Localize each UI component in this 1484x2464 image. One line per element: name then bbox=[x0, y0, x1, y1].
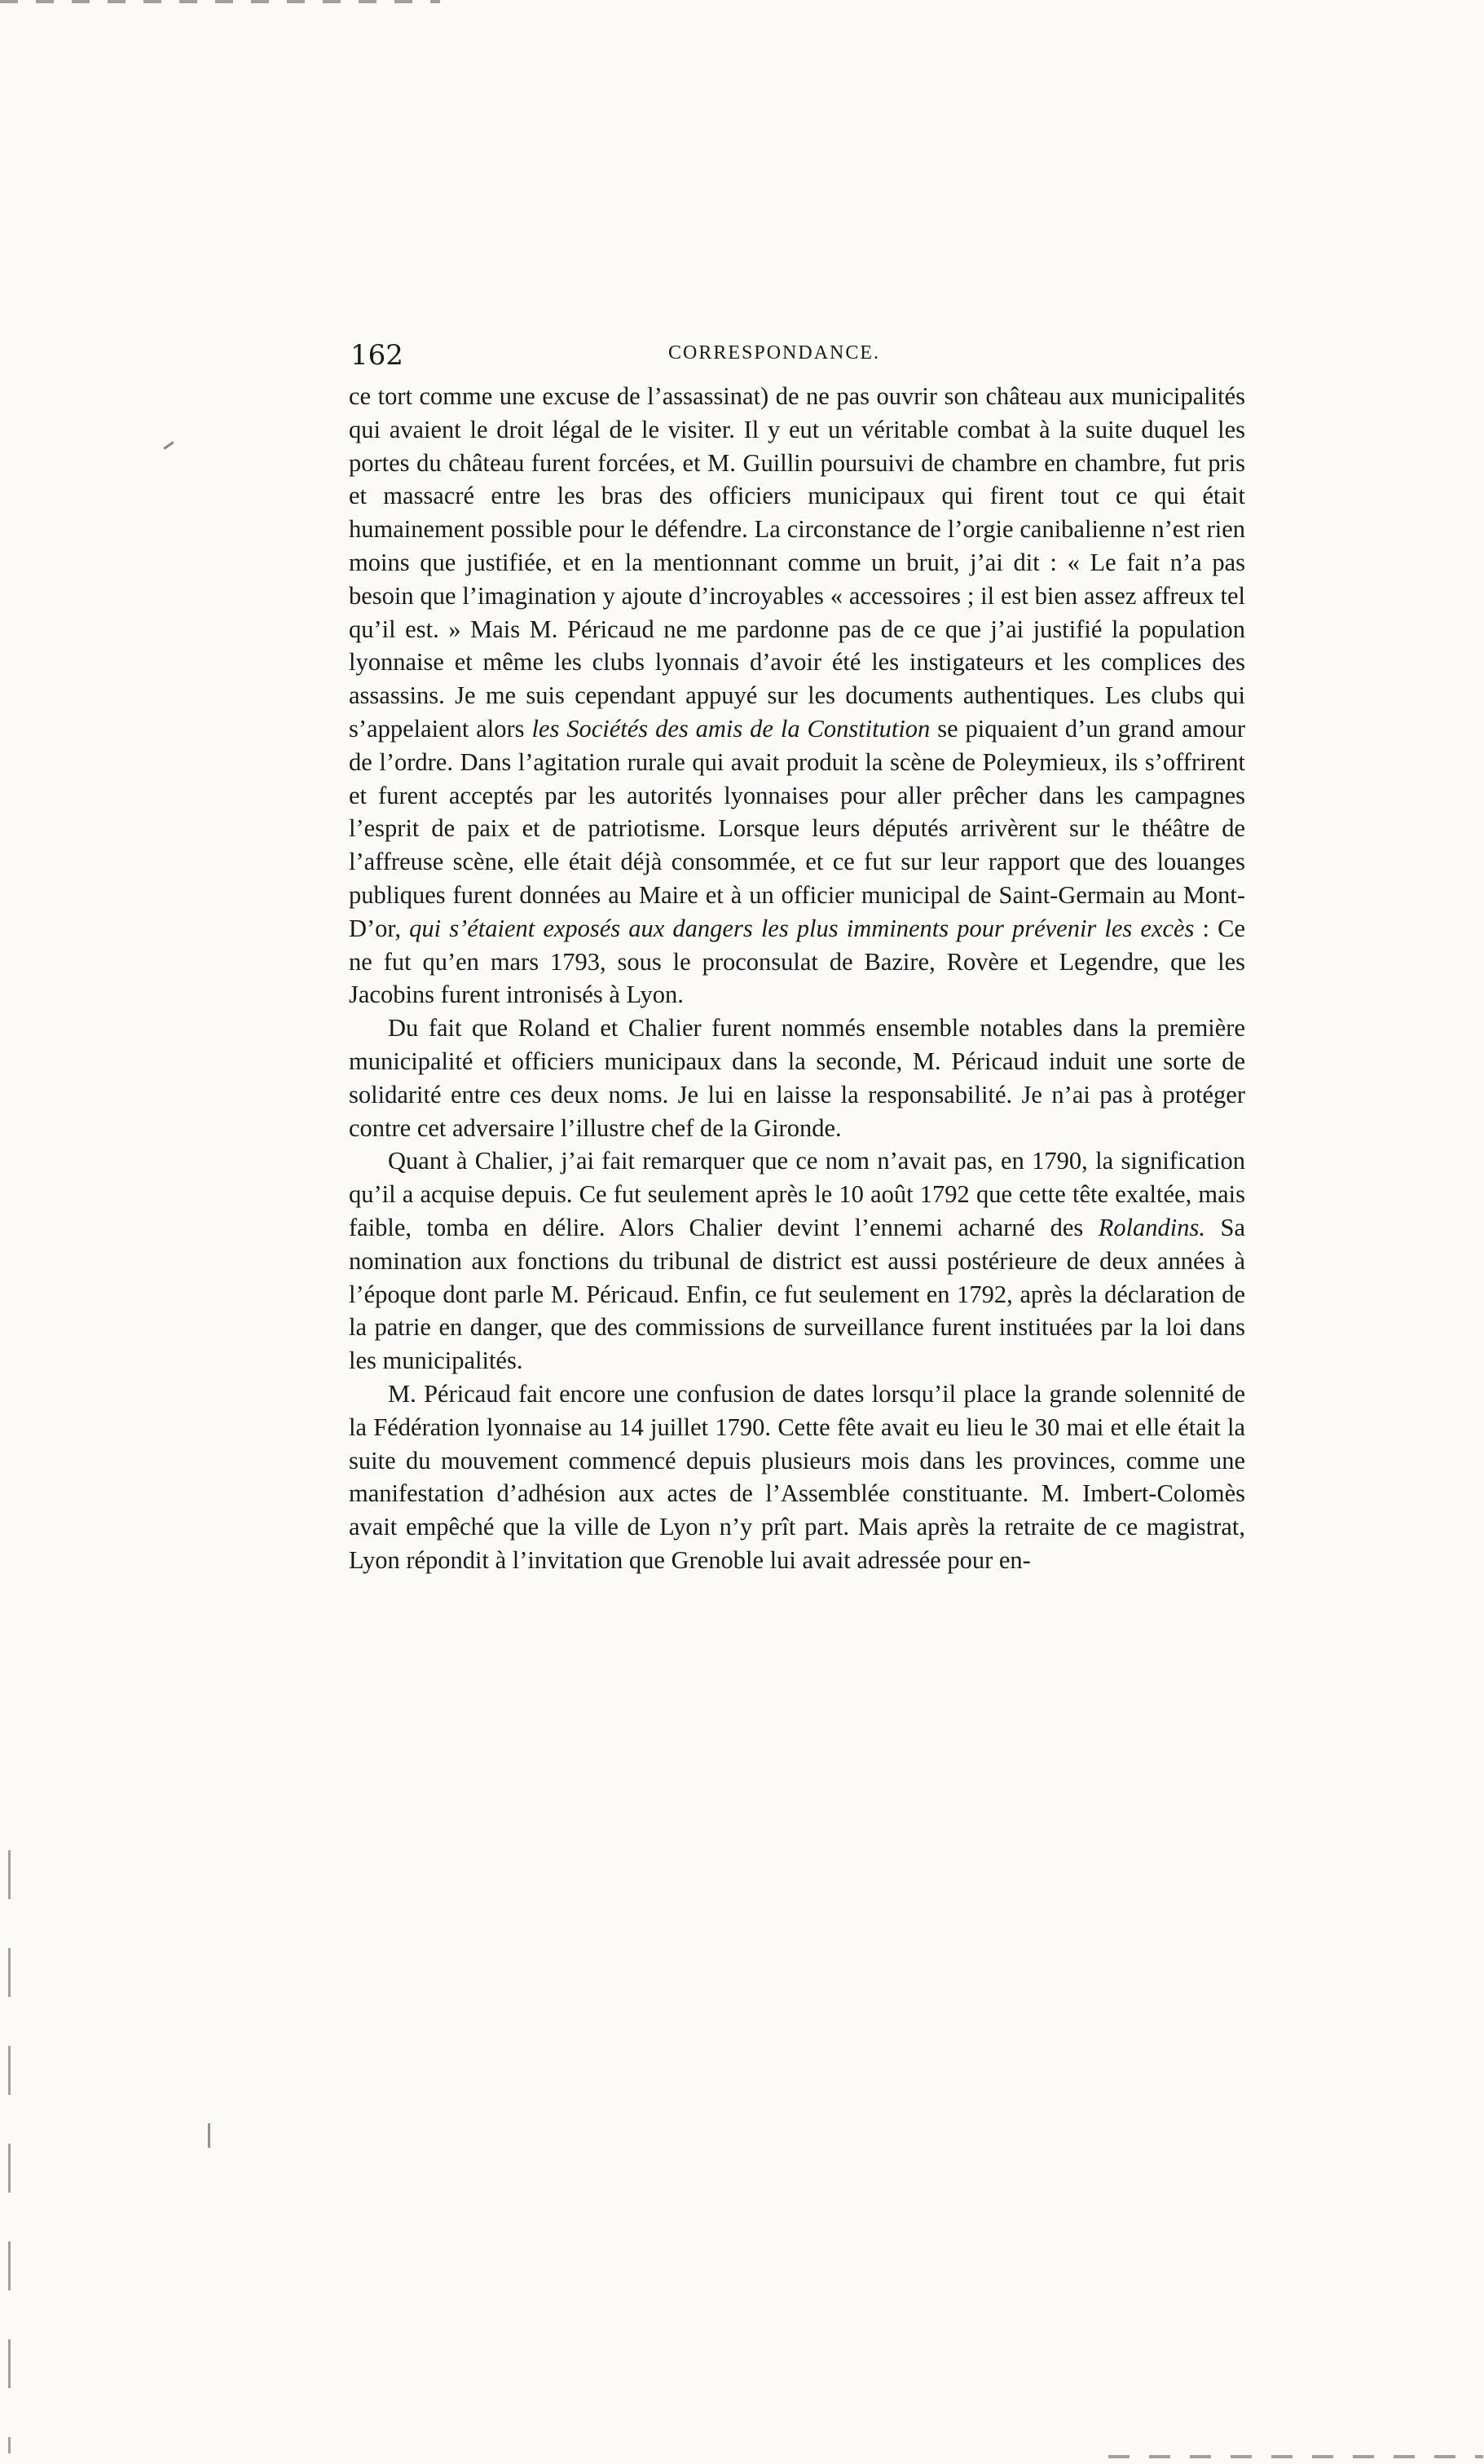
paragraph-1-italic-b: qui s’étaient exposés aux dangers les plus imminents pour prévenir les excès bbox=[409, 914, 1195, 942]
paragraph-3 bbox=[349, 1144, 1245, 1377]
scan-artifact-dot bbox=[208, 2123, 210, 2148]
paragraph-1-text-c: : Ce ne fut qu’en mars 1793, sous le proconsulat de Bazire, Rovère et Legendre, que les Jacobins furent intronisés à Lyon. bbox=[349, 914, 1245, 1009]
scan-artifact-bottom bbox=[1108, 2455, 1483, 2458]
paragraph-3-italic-a: Rolandins. bbox=[1098, 1213, 1206, 1241]
paragraph-3-text-b: Sa nomination aux fonctions du tribunal de district est aussi postérieure de deux années à l’époque dont parle M. Péricaud. Enfin, ce fut seulement en 1792, après la déclaration de la patrie en danger, que des commissions de surveillance furent instituées par la loi dans les municipalités. bbox=[349, 1213, 1245, 1375]
paragraph-1-text-b: se piquaient d’un grand amour de l’ordre. Dans l’agitation rurale qui avait produit la scène de Poleymieux, ils s’offrirent et furent acceptés par les autorités lyonnaises pour aller prêcher dans les campagnes l’esprit de paix et de patriotisme. Lorsque leurs députés arrivèrent sur le théâtre de l’affreuse scène, elle était déjà consommée, et ce fut sur leur rapport que des louanges publiques furent données au Maire et à un officier municipal de Saint-Germain au Mont-D’or, bbox=[349, 714, 1246, 942]
scan-artifact-left bbox=[8, 1850, 11, 2453]
scan-artifact-tick bbox=[163, 441, 174, 449]
body-text bbox=[349, 380, 1245, 1577]
running-head bbox=[350, 339, 1247, 380]
scan-artifact-top bbox=[0, 0, 440, 3]
paragraph-4: M. Péricaud fait encore une confusion de dates lorsqu’il place la grande solennité de la Fédération lyonnaise au 14 juillet 1790. Cette fête avait eu lieu le 30 mai et elle était la suite du mouvement commencé depuis plusieurs mois dans les provinces, comme une manifestation d’adhésion aux actes de l’Assemblée constituante. M. Imbert-Colomès avait empêché que la ville de Lyon n’y prît part. Mais après la retraite de ce magistrat, Lyon répondit à l’invitation que Grenoble lui avait adressée pour en- bbox=[349, 1379, 1245, 1574]
paragraph-2: Du fait que Roland et Chalier furent nommés ensemble notables dans la première municipalité et officiers municipaux dans la seconde, M. Péricaud induit une sorte de solidarité entre ces deux noms. Je lui en laisse la responsabilité. Je n’ai pas à protéger contre cet adversaire l’illustre chef de la Gironde. bbox=[349, 1014, 1245, 1142]
paragraph-1-italic-a: les Sociétés des amis de la Constitution bbox=[531, 714, 931, 743]
paragraph-1-text-a: ce tort comme une excuse de l’assassinat) de ne pas ouvrir son château aux municipalités qui avaient le droit légal de le visiter. Il y eut un véritable combat à la suite duquel les portes du château furent forcées, et M. Guillin poursuivi de chambre en chambre, fut pris et massacré entre les bras des officiers municipaux qui firent tout ce qui était humainement possible pour le défendre. La circonstance de l’orgie canibalienne n’est rien moins que justifiée, et en la mentionnant comme un bruit, j’ai dit : « Le fait n’a pas besoin que l’imagination y ajoute d’incroyables « accessoires ; il est bien assez affreux tel qu’il est. » Mais M. Péricaud ne me pardonne pas de ce que j’ai justifié la population lyonnaise et même les clubs lyonnais d’avoir été les instigateurs et les complices des assassins. Je me suis cependant appuyé sur les documents authentiques. Les clubs qui s’appelaient alors bbox=[349, 382, 1245, 743]
header-title: CORRESPONDANCE. bbox=[668, 342, 881, 364]
page-number: 162 bbox=[350, 339, 403, 372]
paragraph-1 bbox=[349, 380, 1245, 1012]
paragraph-3-text-a: Quant à Chalier, j’ai fait remarquer que ce nom n’avait pas, en 1790, la signification qu’il a acquise depuis. Ce fut seulement après le 10 août 1792 que cette tête exaltée, mais faible, tomba en délire. Alors Chalier devint l’ennemi acharné des bbox=[349, 1147, 1245, 1241]
